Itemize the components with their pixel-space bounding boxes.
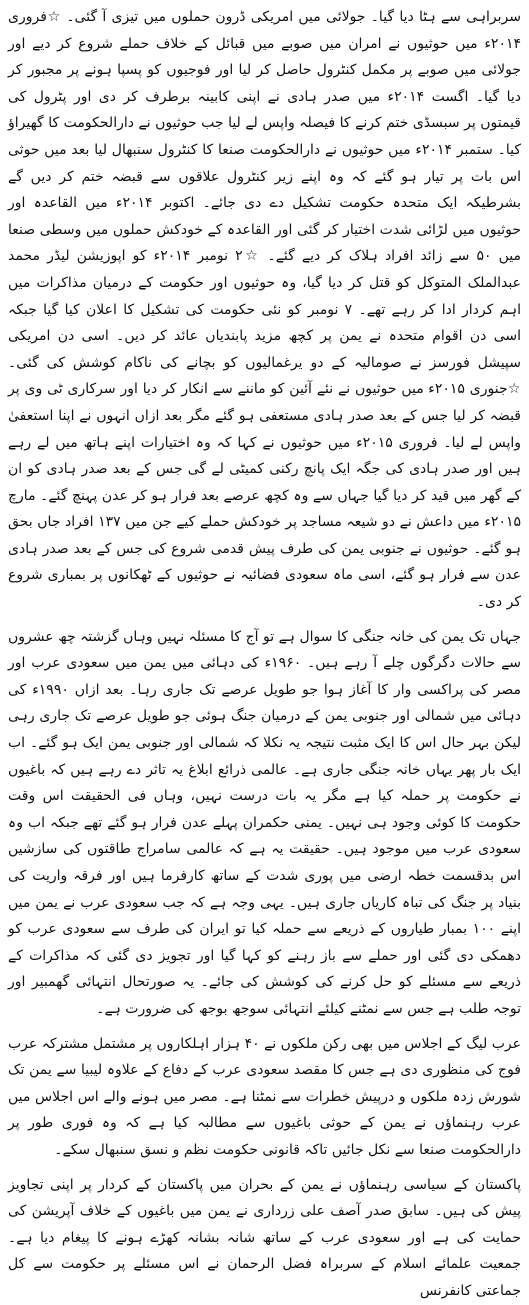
article-paragraph-3: عرب لیگ کے اجلاس میں بھی رکن ملکوں نے ۴۰ ہزار اہلکاروں پر مشتمل مشترکہ عرب فوج کی منظوری دی ہے جس کا مقصد سعودی عرب کے دفاع کے علاوہ لیبیا سے یمن تک شورش زدہ ملکوں و درپیش خطرات سے نمٹنا ہے۔ مصر میں ہونے والے اس اجلاس میں عرب رہنماؤں نے یمن کے حوثی باغیوں سے مطالبہ کیا ہے کہ وہ فوری طور پر دارالحکومت صنعا سے نکل جائیں تاکہ قانونی حکومت نظم و نسق سنبھال سکے۔ (8, 1035, 521, 1158)
article-paragraph-4: پاکستان کے سیاسی رہنماؤں نے یمن کے بحران میں پاکستان کے کردار پر اپنی تجاویز پیش کی ہیں۔ سابق صدر آصف علی زرداری نے یمن میں باغیوں کے خلاف آپریشن کی حمایت کی ہے اور سعودی عرب کے ساتھ شانہ بشانہ کھڑے ہونے کا پیغام دیا ہے۔ جمعیت علمائے اسلام کے سربراہ فضل الرحمان نے اس مسئلے پر حکومت سے کل جماعتی کانفرنس (8, 1176, 521, 1299)
article-paragraph-2: جہاں تک یمن کی خانہ جنگی کا سوال ہے تو آج کا مسئلہ نہیں وہاں گزشتہ چھ عشروں سے حالات دگرگوں چلے آ رہے ہیں۔ ۱۹۶۰ء کی دہائی میں یمن میں سعودی عرب اور مصر کی پراکسی وار کا آغاز ہوا جو طویل عرصے تک جاری رہا۔ بعد ازاں ۱۹۹۰ء کی دہائی میں شمالی اور جنوبی یمن کے درمیان جنگ ہوئی جو طویل عرصے تک جاری رہی لیکن بہر حال اس کا ایک مثبت نتیجہ یہ نکلا کہ شمالی اور جنوبی یمن ایک ہو گئے۔ اب ایک بار پھر یہاں خانہ جنگی جاری ہے۔ عالمی ذرائع ابلاغ یہ تاثر دے رہے ہیں کہ باغیوں نے حکومت پر حملہ کیا ہے مگر یہ بات درست نہیں، وہاں فی الحقیقت اس وقت حکومت کا کوئی وجود ہی نہیں۔ یمنی حکمران پہلے عدن فرار ہو گئے تھے جبکہ اب وہ سعودی عرب میں موجود ہیں۔ حقیقت یہ ہے کہ عالمی سامراج طاقتوں کی سازشیں اس بدقسمت خطہ ارضی میں پوری شدت کے ساتھ کارفرما ہیں اور فرقہ واریت کی بنیاد پر جنگ کی تباہ کاریاں جاری ہیں۔ یہی وجہ ہے کہ جب سعودی عرب نے یمن میں اپنے ۱۰۰ بمبار طیاروں کے ذریعے سے حملہ کیا تو ایران کی طرف سے سعودی عرب کو دھمکی دی گئی اور حملے سے باز رہنے کو کہا گیا اور تجویز دی گئی کہ مذاکرات کے ذریعے سے مسئلے کو حل کرنے کی کوشش کی جائے۔ یہ صورتحال انتہائی گھمبیر اور توجہ طلب ہے جس سے نمٹنے کیلئے انتہائی سوجھ بوجھ کی ضرورت ہے۔ (8, 628, 522, 1017)
article-paragraph-1: سربراہی سے ہٹا دیا گیا۔ جولائی میں امریکی ڈرون حملوں میں تیزی آ گئی۔ ☆فروری ۲۰۱۴ء میں حوثیوں نے امران میں صوبے میں قبائل کے خلاف حملے شروع کر دیے اور جولائی میں صوبے پر مکمل کنٹرول حاصل کر لیا اور فوجیوں کو پسپا ہونے پر مجبور کر دیا گیا۔ اگست ۲۰۱۴ء میں صدر ہادی نے اپنی کابینہ برطرف کر دی اور پٹرول کی قیمتوں پر سبسڈی ختم کرنے کا فیصلہ واپس لے لیا جب حوثیوں نے دارالحکومت کا گھیراؤ کیا۔ ستمبر ۲۰۱۴ء میں حوثیوں نے دارالحکومت صنعا کا کنٹرول سنبھال لیا بعد میں حوثی اس بات پر تیار ہو گئے کہ وہ اپنے زیر کنٹرول علاقوں سے قبضہ ختم کر دیں گے بشرطیکہ ایک متحدہ حکومت تشکیل دے دی جائے۔ اکتوبر ۲۰۱۴ء میں القاعدہ اور حوثیوں میں لڑائی شدت اختیار کر گئی اور القاعدہ کے خودکش حملوں میں وسطی صنعا میں ۵۰ سے زائد افراد ہلاک کر دیے گئے۔ ☆۲ نومبر ۲۰۱۴ء کو اپوزیشن لیڈر محمد عبدالملک المتوکل کو قتل کر دیا گیا، وہ حوثیوں اور حکومت کے درمیان مذاکرات میں اہم کردار ادا کر رہے تھے۔ ۷ نومبر کو نئی حکومت کی تشکیل کا اعلان کیا گیا جبکہ اسی دن اقوام متحدہ نے یمن پر کچھ مزید پابندیاں عائد کر دیں۔ اسی دن امریکی سپیشل فورسز نے صومالیہ کے دو یرغمالیوں کو بچانے کی ناکام کوشش کی گئی۔ ☆جنوری ۲۰۱۵ء میں حوثیوں نے نئے آئین کو ماننے سے انکار کر دیا اور سرکاری ٹی وی پر قبضہ کر لیا جس کے بعد صدر ہادی مستعفی ہو گئے مگر بعد ازاں انہوں نے اپنا استعفیٰ واپس لے لیا۔ فروری ۲۰۱۵ء میں حوثیوں نے کہا کہ وہ اختیارات اپنے ہاتھ میں لے رہے ہیں اور صدر ہادی کی جگہ ایک پانچ رکنی کمیٹی لے گی جس کے بعد صدر ہادی کو ان کے گھر میں قید کر دیا گیا جہاں سے وہ کچھ عرصے بعد فرار ہو کر عدن پہنچ گئے۔ مارچ ۲۰۱۵ء میں داعش نے دو شیعہ مساجد پر خودکش حملے کیے جن میں ۱۳۷ افراد جاں بحق ہو گئے۔ حوثیوں نے جنوبی یمن کی طرف پیش قدمی شروع کی جس کے بعد صدر ہادی عدن سے فرار ہو گئے، اسی ماہ سعودی فضائیہ نے حوثیوں کے ٹھکانوں پر بمباری شروع کر دی۔ (8, 9, 522, 611)
